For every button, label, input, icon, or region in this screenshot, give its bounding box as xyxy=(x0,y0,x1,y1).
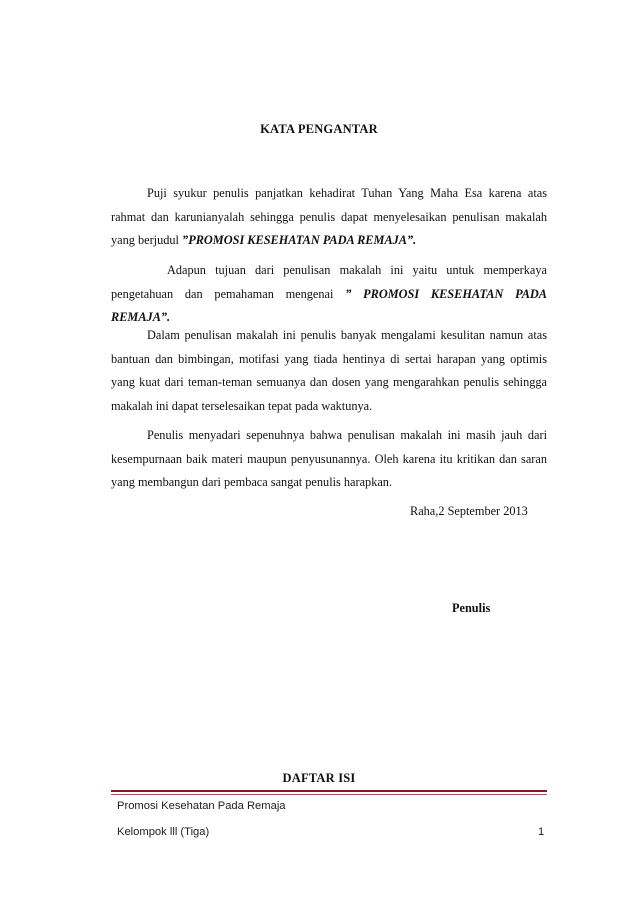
footer-group: Kelompok lll (Tiga) xyxy=(117,826,210,838)
paragraph-1-emphasis: ”PROMOSI KESEHATAN PADA REMAJA”. xyxy=(182,233,417,247)
paragraph-4 xyxy=(111,424,547,495)
paragraph-4-text: Penulis menyadari sepenuhnya bahwa penulisan makalah ini masih jauh dari kesempurnaan baik materi maupun penyusunannya. Oleh karena itu kritikan dan saran yang membangun dari pembaca sangat penulis harapkan. xyxy=(111,428,547,489)
page-title: KATA PENGANTAR xyxy=(260,122,378,136)
paragraph-1-text: Puji syukur penulis panjatkan kehadirat Tuhan Yang Maha Esa karena atas rahmat dan karunianyalah sehingga penulis dapat menyelesaikan penulisan makalah yang berjudul xyxy=(111,186,547,247)
page-number: 1 xyxy=(538,826,545,838)
next-heading: DAFTAR ISI xyxy=(282,771,356,785)
paragraph-3-text: Dalam penulisan makalah ini penulis banyak mengalami kesulitan namun atas bantuan dan bimbingan, motifasi yang tiada hentinya di sertai harapan yang optimis yang kuat dari teman-teman semuanya dan dosen yang mengarahkan penulis sehingga makalah ini dapat terselesaikan tepat pada waktunya. xyxy=(111,328,547,413)
footer-doc-title: Promosi Kesehatan Pada Remaja xyxy=(117,800,286,812)
paragraph-2 xyxy=(111,259,547,330)
footer-rule xyxy=(111,790,547,792)
paragraph-3 xyxy=(111,324,547,418)
author-signature: Penulis xyxy=(452,601,491,615)
paragraph-2-text: Adapun tujuan dari penulisan makalah ini yaitu untuk memperkaya pengetahuan dan pemahaman mengenai xyxy=(111,263,547,301)
footer-rule-thin xyxy=(111,794,547,795)
place-date: Raha,2 September 2013 xyxy=(410,504,528,518)
paragraph-2-emphasis: ” PROMOSI KESEHATAN PADA REMAJA”. xyxy=(111,286,548,324)
paragraph-1 xyxy=(111,182,547,253)
